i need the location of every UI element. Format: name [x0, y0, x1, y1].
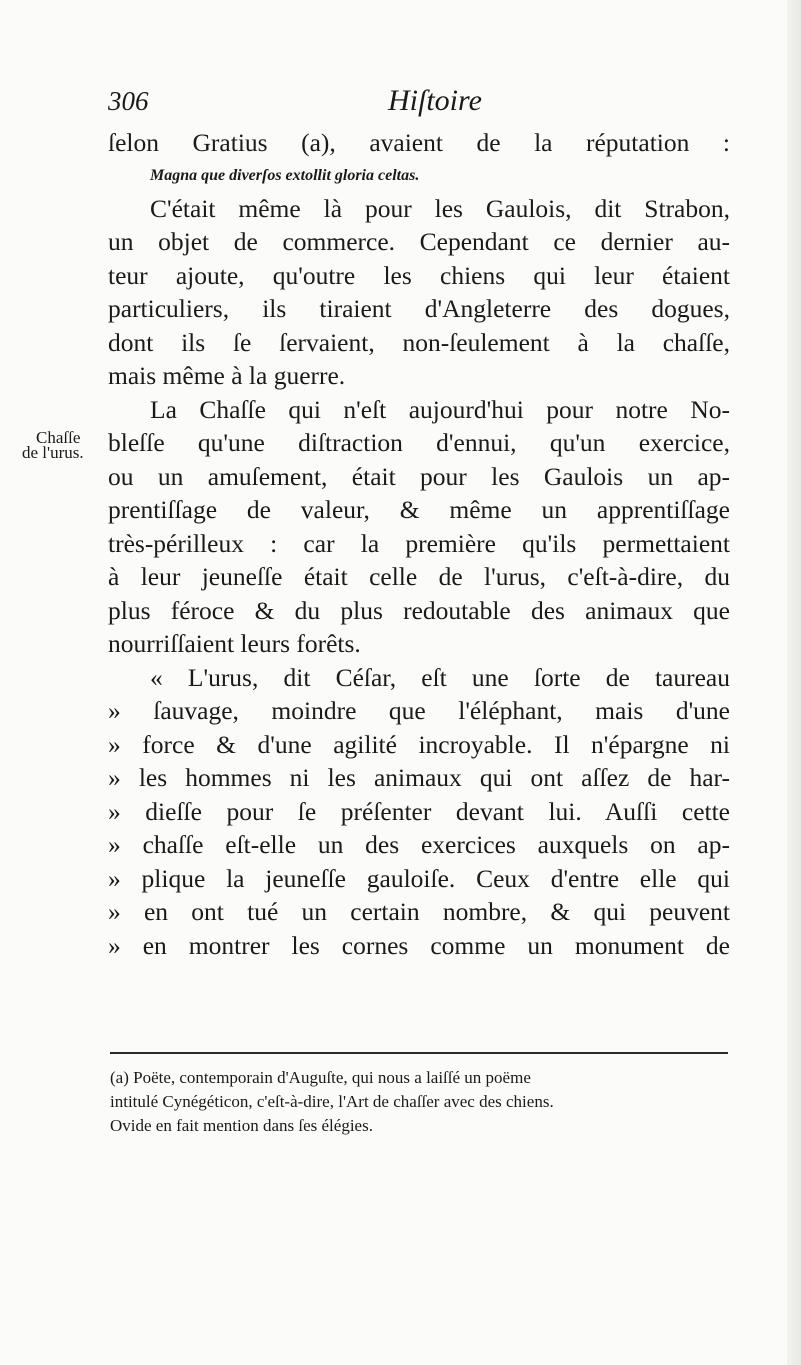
margin-note-line: Chaſſe [36, 428, 81, 447]
text-line: à leur jeuneſſe était celle de l'urus, c'eſt-à-dire, du [108, 562, 730, 591]
text-line: C'était même là pour les Gaulois, dit Strabon, [150, 193, 730, 223]
footnote [110, 1066, 728, 1138]
footnote-line: Ovide en fait mention dans ſes élégies. [110, 1116, 373, 1135]
margin-note-line: de l'urus. [22, 443, 84, 462]
text-line: un objet de commerce. Cependant ce dernier au- [108, 227, 730, 256]
text-line: ſelon Gratius (a), avaient de la réputation : [108, 128, 730, 157]
text-line: » en ont tué un certain nombre, & qui peuvent [108, 897, 730, 926]
text-line: plus féroce & du plus redoutable des animaux que [108, 595, 730, 625]
text-line: nourriſſaient leurs forêts. [108, 629, 361, 658]
text-line: prentiſſage de valeur, & même un apprentiſſage [108, 495, 730, 524]
footnote-line: (a) Poëte, contemporain d'Auguſte, qui nous a laiſſé un poëme [110, 1068, 531, 1087]
margin-note [22, 430, 102, 460]
page-number: 306 [108, 86, 149, 116]
text-line: bleſſe qu'une diſtraction d'ennui, qu'un exercice, [108, 428, 730, 457]
text-line: « L'urus, dit Céſar, eſt une ſorte de taureau [150, 662, 730, 692]
page-header [108, 86, 728, 126]
text-line: dont ils ſe ſervaient, non-ſeulement à la chaſſe, [108, 327, 730, 357]
body-text [108, 126, 730, 962]
footnote-line: intitulé Cynégéticon, c'eſt-à-dire, l'Art de chaſſer avec des chiens. [110, 1092, 554, 1111]
latin-quote-line: Magna que diverſos extollit gloria celtas. [150, 166, 420, 184]
page-edge [787, 0, 801, 1365]
footnote-rule [110, 1052, 728, 1054]
text-line: mais même à la guerre. [108, 361, 346, 390]
text-line: ou un amuſement, était pour les Gaulois un ap- [108, 461, 730, 491]
text-line: » dieſſe pour ſe préſenter devant lui. Auſſi cette [108, 796, 730, 826]
text-line: très-périlleux : car la première qu'ils permettaient [108, 528, 730, 558]
text-line: » les hommes ni les animaux qui ont aſſez de har- [108, 763, 730, 792]
text-line: » chaſſe eſt-elle un des exercices auxquels on ap- [108, 830, 730, 859]
text-line: particuliers, ils tiraient d'Angleterre des dogues, [108, 294, 730, 323]
running-title: Hiſtoire [388, 84, 482, 117]
text-line: La Chaſſe qui n'eſt aujourd'hui pour notre No- [150, 394, 730, 424]
text-line: teur ajoute, qu'outre les chiens qui leur étaient [108, 260, 730, 290]
text-line: » force & d'une agilité incroyable. Il n'épargne ni [108, 729, 730, 759]
text-line: » plique la jeuneſſe gauloiſe. Ceux d'entre elle qui [108, 863, 730, 893]
text-line: » en montrer les cornes comme un monument de [108, 930, 730, 960]
text-line: » ſauvage, moindre que l'éléphant, mais d'une [108, 696, 730, 725]
